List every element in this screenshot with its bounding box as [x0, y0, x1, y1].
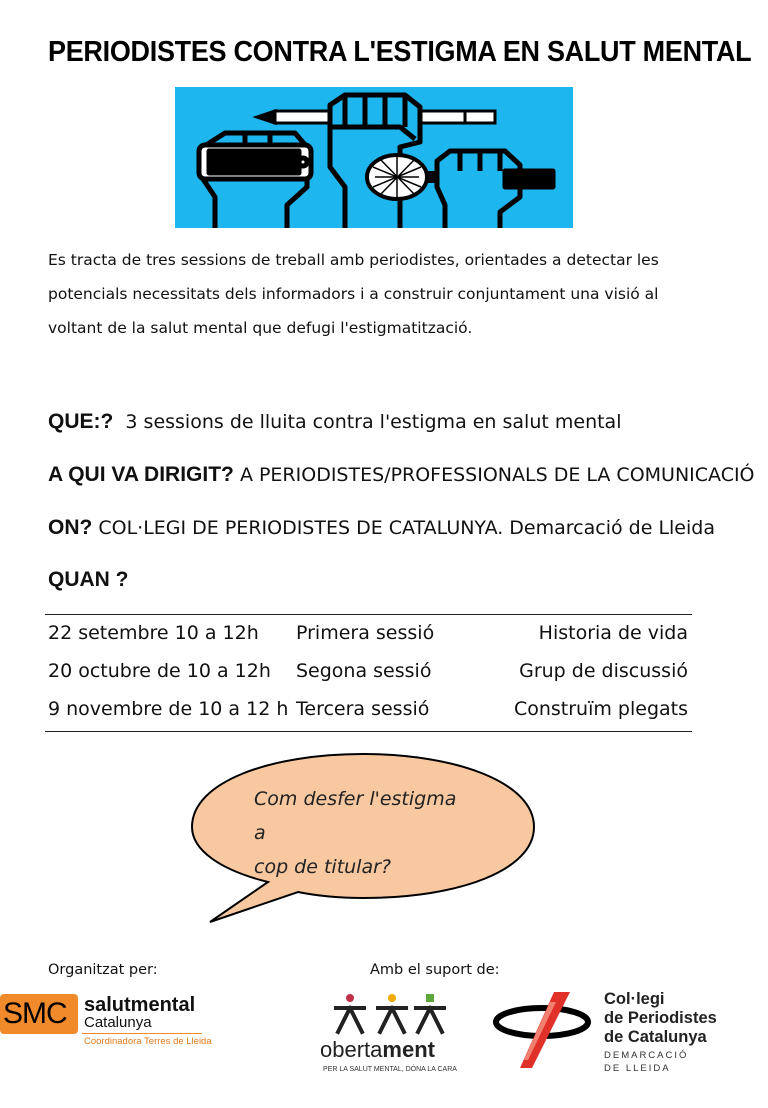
collegi-dem-line: DEMARCACIÓ	[604, 1050, 689, 1061]
bubble-line: cop de titular?	[254, 856, 391, 878]
page-title: PERIODISTES CONTRA L'ESTIGMA EN SALUT MENTAL	[48, 36, 752, 68]
support-label: Amb el suport de:	[370, 962, 500, 978]
smc-coordinadora: Coordinadora Terres de Lleida	[84, 1036, 212, 1047]
obertament-tagline: PER LA SALUT MENTAL, DÓNA LA CARA	[323, 1066, 457, 1073]
fist-phone-icon	[199, 133, 311, 228]
intro-paragraph	[48, 243, 688, 345]
fist-right-icon	[437, 151, 553, 228]
collegi-emblem-icon	[492, 990, 602, 1070]
obertament-name-light: oberta	[320, 1037, 383, 1062]
quan-label: QUAN ?	[48, 568, 129, 591]
people-icon	[320, 992, 460, 1036]
qui-value: A PERIODISTES/PROFESSIONALS DE LA COMUNICACIÓ	[239, 464, 755, 486]
intro-line: Es tracta de tres sessions de treball amb periodistes, orientades a detectar les	[48, 251, 659, 269]
schedule-activity: Grup de discussió	[519, 660, 688, 682]
on-value: COL·LEGI DE PERIODISTES DE CATALUNYA. Demarcació de Lleida	[98, 517, 715, 539]
smc-divider	[82, 1033, 202, 1034]
que-label: QUE:?	[48, 410, 114, 433]
raised-fists-illustration	[175, 87, 573, 228]
info-que	[48, 410, 621, 434]
bubble-line: Com desfer l'estigma a	[254, 788, 457, 844]
info-quan	[48, 568, 129, 592]
collegi-line: Col·legi	[604, 990, 665, 1008]
smc-sub: Catalunya	[84, 1014, 152, 1031]
microphone-icon	[367, 155, 439, 199]
schedule-bottom-rule	[45, 731, 692, 732]
collegi-dem-line: DE LLEIDA	[604, 1063, 671, 1074]
collegi-logo	[492, 990, 732, 1080]
bubble-text	[254, 782, 474, 884]
schedule-row	[48, 660, 692, 698]
schedule-session: Tercera sessió	[296, 698, 430, 720]
smc-badge: SMC	[0, 994, 78, 1034]
que-value: 3 sessions de lluita contra l'estigma en salut mental	[125, 411, 622, 433]
organizer-label: Organitzat per:	[48, 962, 158, 978]
obertament-name-bold: ment	[382, 1037, 435, 1062]
schedule-session: Primera sessió	[296, 622, 435, 644]
obertament-name	[320, 1037, 435, 1063]
schedule-activity: Historia de vida	[538, 622, 688, 644]
smc-logo	[0, 992, 212, 1054]
intro-line: potencials necessitats dels informadors i a construir conjuntament una visió al	[48, 285, 659, 303]
schedule-row	[48, 622, 692, 660]
collegi-demarcacio	[604, 1049, 688, 1075]
schedule-top-rule	[45, 614, 692, 615]
collegi-line: de Catalunya	[604, 1028, 707, 1046]
schedule-date: 22 setembre 10 a 12h	[48, 622, 259, 644]
banner-illustration	[175, 87, 573, 228]
schedule-date: 20 octubre de 10 a 12h	[48, 660, 271, 682]
intro-line: voltant de la salut mental que defugi l'estigmatització.	[48, 319, 473, 337]
collegi-line: de Periodistes	[604, 1009, 717, 1027]
smc-name: salutmental	[84, 994, 196, 1016]
info-on	[48, 516, 715, 540]
schedule-activity: Construïm plegats	[513, 698, 688, 720]
on-label: ON?	[48, 516, 93, 539]
schedule-session: Segona sessió	[296, 660, 432, 682]
qui-label: A QUI VA DIRIGIT?	[48, 463, 234, 486]
obertament-logo	[320, 992, 465, 1082]
collegi-name	[604, 990, 717, 1047]
info-qui	[48, 463, 755, 487]
schedule-date: 9 novembre de 10 a 12 h	[48, 698, 289, 720]
